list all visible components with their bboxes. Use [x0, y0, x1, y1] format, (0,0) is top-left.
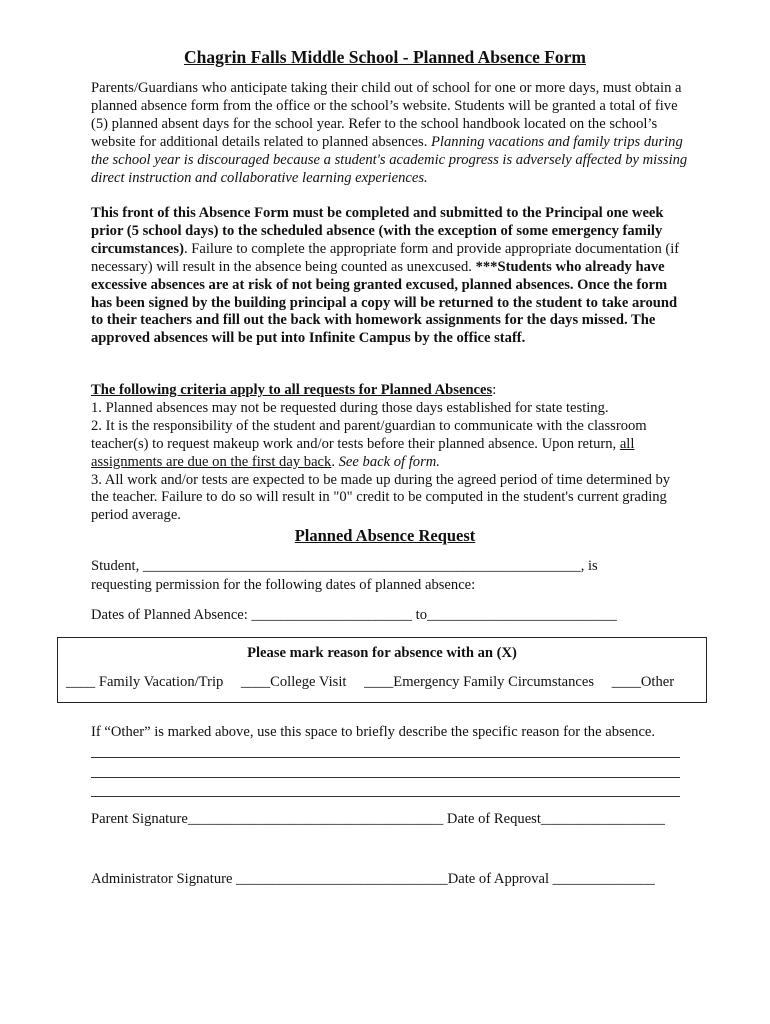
- page-title: Chagrin Falls Middle School - Planned Absence Form: [183, 47, 587, 67]
- other-reason-line-2[interactable]: [91, 777, 680, 778]
- criteria-item-2: [91, 418, 691, 472]
- intro-paragraph: [91, 80, 691, 187]
- criteria-item-2-punct: .: [331, 453, 339, 470]
- intro-italic-text: Planning vacations and family trips during the school year is discouraged because a student's academic progress is adversely affected by missing direct instruction and collaborative learning experiences.: [91, 133, 688, 186]
- criteria-item-2-underline: all assignments are due on the first day back: [91, 435, 635, 470]
- criteria-item-2-text: 2. It is the responsibility of the student and parent/guardian to communicate with the classroom teacher(s) to request makeup work and/or tests before their planned absence. Upon return,: [91, 417, 647, 452]
- reason-heading: Please mark reason for absence with an (X): [247, 645, 517, 661]
- parent-signature-field[interactable]: Parent Signature___________________________________ Date of Request_________________: [91, 811, 665, 827]
- absence-dates-field[interactable]: Dates of Planned Absence: ______________________ to__________________________: [91, 607, 617, 623]
- reason-option-college-visit[interactable]: ____College Visit: [240, 674, 347, 690]
- criteria-item-3: 3. All work and/or tests are expected to be made up during the agreed period of time determined by the teacher. Failure to do so will result in "0" credit to be computed in the student's current grading period average.: [91, 471, 671, 524]
- reason-options: [66, 674, 674, 691]
- other-reason-line-3[interactable]: [91, 796, 680, 797]
- notice-bold-text: This front of this Absence Form must be completed and submitted to the Principal one week prior (5 school days) to the scheduled absence (with the exception of some emergency family circumstances): [91, 205, 664, 257]
- notice-paragraph: [91, 205, 691, 348]
- criteria-heading-colon: :: [492, 382, 497, 398]
- criteria-item-2-italic: See back of form.: [338, 453, 440, 470]
- notice-warning-text: ***Students who already have excessive absences are at risk of not being granted excused, planned absences. Once the form has been signed by the building principal a copy will be returned to the student to take around to their teachers and fill out the back with homework assignments for the days missed. The approved absences will be put into Infinite Campus by the office staff.: [91, 258, 678, 347]
- criteria-heading: [91, 382, 691, 400]
- other-instruction: If “Other” is marked above, use this space to briefly describe the specific reason for the absence.: [91, 724, 656, 740]
- criteria-item-1: 1. Planned absences may not be requested during those days established for state testing.: [91, 399, 609, 416]
- reason-box: [57, 637, 707, 703]
- reason-option-family-vacation[interactable]: ____ Family Vacation/Trip: [66, 674, 224, 690]
- criteria-section: [91, 382, 691, 525]
- student-request-text: requesting permission for the following dates of planned absence:: [91, 577, 476, 593]
- admin-signature-field[interactable]: Administrator Signature _____________________________Date of Approval ______________: [91, 871, 655, 887]
- student-name-field[interactable]: Student, ____________________________________________________________, is: [91, 558, 598, 574]
- other-reason-line-1[interactable]: [91, 757, 680, 758]
- reason-option-other[interactable]: ____Other: [611, 674, 675, 690]
- criteria-heading-text: The following criteria apply to all requests for Planned Absences: [91, 382, 493, 398]
- intro-text: Parents/Guardians who anticipate taking their child out of school for one or more days, must obtain a planned absence form from the office or the school’s website. Students will be granted a total of five (5) planned absent days for the school year. Refer to the school handbook located on the school’s website for additional details related to planned absences.: [91, 80, 682, 150]
- reason-option-emergency[interactable]: ____Emergency Family Circumstances: [364, 674, 595, 690]
- request-heading: Planned Absence Request: [294, 526, 476, 545]
- notice-text: . Failure to complete the appropriate form and provide appropriate documentation (if necessary) will result in the absence being counted as unexcused.: [91, 240, 680, 275]
